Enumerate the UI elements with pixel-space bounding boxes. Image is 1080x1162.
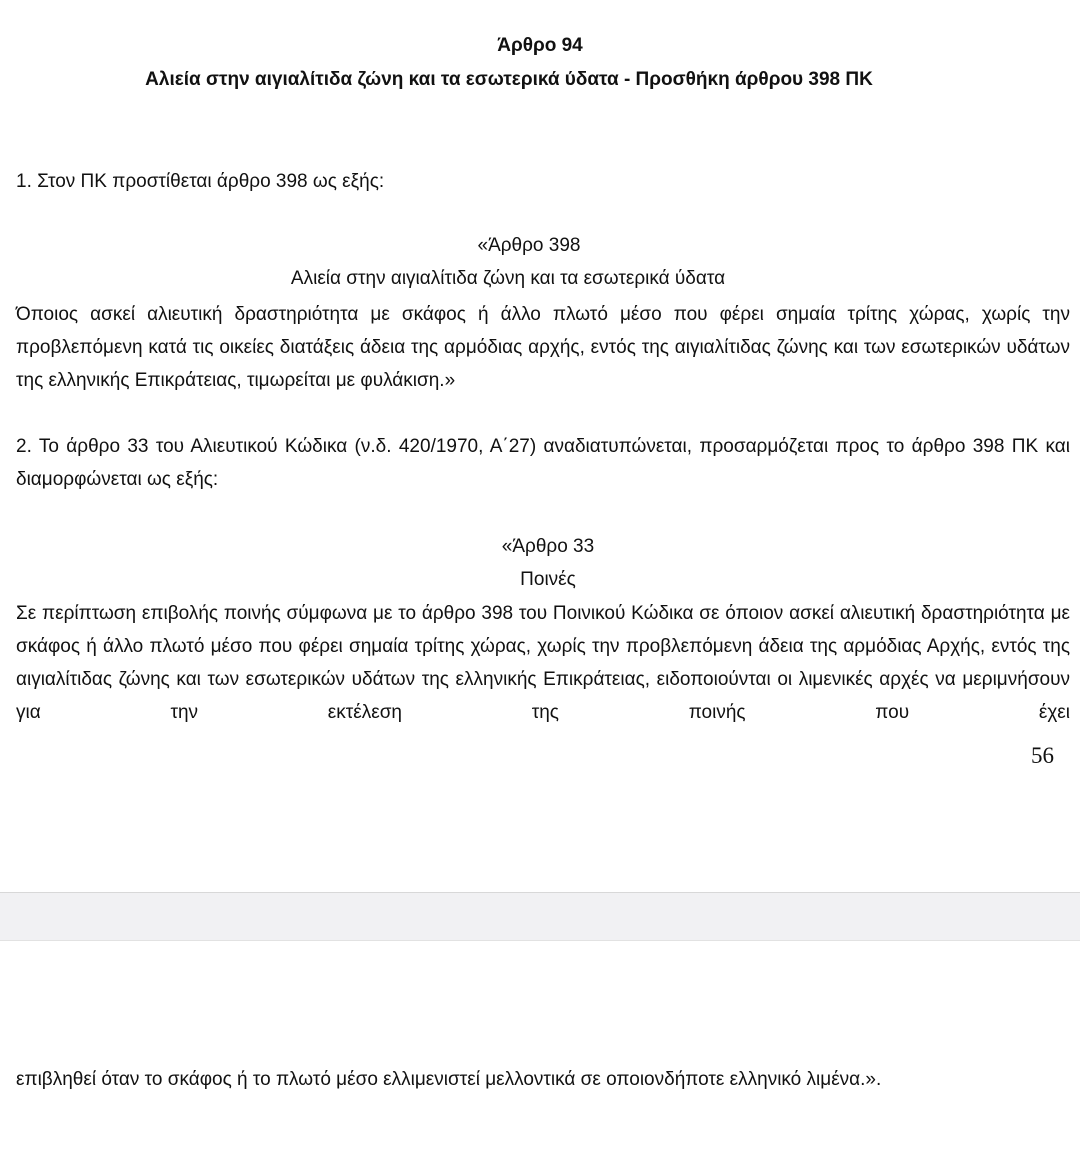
article-title: Άρθρο 94 — [497, 35, 583, 56]
section2-quoted-subtitle: Ποινές — [520, 569, 576, 590]
page-separator — [0, 892, 1080, 941]
article-subtitle: Αλιεία στην αιγιαλίτιδα ζώνη και τα εσωτερικά ύδατα - Προσθήκη άρθρου 398 ΠΚ — [145, 69, 873, 90]
section2-intro: 2. Το άρθρο 33 του Αλιευτικού Κώδικα (ν.δ. 420/1970, Α΄27) αναδιατυπώνεται, προσαρμόζεται προς το άρθρο 398 ΠΚ και διαμορφώνεται ως εξής: — [16, 436, 1070, 490]
section1-intro: 1. Στον ΠΚ προστίθεται άρθρο 398 ως εξής: — [16, 171, 385, 192]
section1-body: Όποιος ασκεί αλιευτική δραστηριότητα με σκάφος ή άλλο πλωτό μέσο που φέρει σημαία τρίτης χώρας, χωρίς την προβλεπόμενη κατά τις οικείες διατάξεις άδεια της αρμόδιας αρχής, εντός της αιγιαλίτιδας ζώνης και των εσωτερικών υδάτων της ελληνικής Επικράτειας, τιμωρείται με φυλάκιση.» — [16, 304, 1070, 391]
section1-quoted-title: «Άρθρο 398 — [477, 235, 581, 256]
section2-continuation: επιβληθεί όταν το σκάφος ή το πλωτό μέσο ελλιμενιστεί μελλοντικά σε οποιονδήποτε ελληνικό λιμένα.». — [16, 1069, 882, 1090]
next-document-page — [0, 941, 1080, 1162]
section2-quoted-title: «Άρθρο 33 — [501, 536, 595, 557]
section2-body: Σε περίπτωση επιβολής ποινής σύμφωνα με το άρθρο 398 του Ποινικού Κώδικα σε όποιον ασκεί αλιευτική δραστηριότητα με σκάφος ή άλλο πλωτό μέσο που φέρει σημαία τρίτης χώρας, χωρίς την προβλεπόμενη άδεια της αρμόδιας Αρχής, εντός της αιγιαλίτιδας ζώνης και των εσωτερικών υδάτων της ελληνικής Επικράτειας, ειδοποιούνται οι λιμενικές αρχές να μεριμνήσουν για την εκτέλεση της ποινής που έχει — [16, 603, 1070, 723]
section1-quoted-subtitle: Αλιεία στην αιγιαλίτιδα ζώνη και τα εσωτερικά ύδατα — [290, 268, 726, 289]
page-number: 56 — [1031, 743, 1054, 768]
